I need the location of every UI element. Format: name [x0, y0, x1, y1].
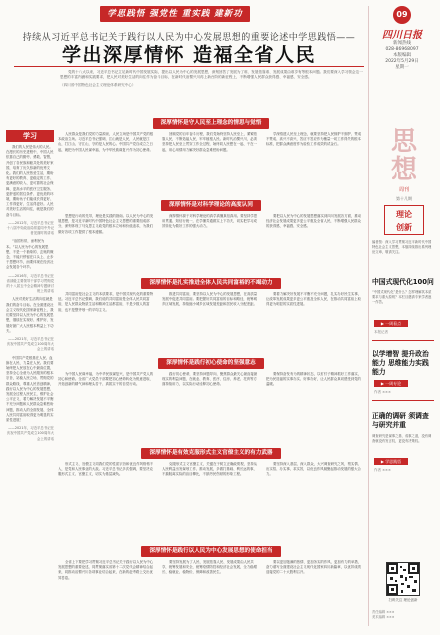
intro-text: 党的十八大以来，习近平总书记立足新时代中国发展实际，提出以人民为中心的发展思想，深刻回答了发展为了谁、发展依靠谁、发展成果由谁享有等根本问题。我们要深入学习领会这一思想的丰富内涵和实践要求，把人民对美好生活的向往作为奋斗目标，在新时代治蜀兴川再上新台阶的新征程上，不断增强人民群众获得感、幸福感、安全感。: [60, 70, 363, 80]
article-author: 本报记者: [374, 330, 388, 334]
section-paragraph: 形式主义、官僚主义同我们党的性质宗旨和优良作风格格不入，是党和人民事业的大敌。习近平总书记多次强调，要坚决克服形式主义、官僚主义，切实为基层减负。: [58, 462, 154, 477]
section-body: [58, 132, 364, 198]
section-paragraph: 人民群众是我们党的力量源泉，人民立场是中国共产党的根本政治立场。习近平总书记强调，江山就是人民，人民就是江山，打江山、守江山，守的是人民的心。中国共产党自成立之日起，就把为中国人民谋幸福、为中华民族谋复兴作为初心使命。: [58, 132, 154, 152]
qr-code-icon[interactable]: [386, 562, 420, 596]
section-body: [58, 292, 364, 358]
masthead-meta: 新闻热线: [393, 41, 411, 46]
weekly-title-char: 想: [390, 155, 417, 185]
masthead-meta: 星期一: [395, 65, 409, 70]
section-paragraph: 推进共同富裕，要坚持以人民为中心的发展思想，在高质量发展中促进共同富裕。要把握好共同富裕的目标和路径，统筹城乡区域发展，持续缩小城乡区域发展差距和居民收入分配差距。: [162, 292, 258, 307]
intro-source: （四川省中国特色社会主义理论体系研究中心）: [60, 82, 136, 87]
section-paragraph: 要坚持发展为了人民、发展依靠人民、发展成果由人民共享，统筹发展和安全，统筹疫情防控和经济社会发展，全力稳增长、稳就业、稳物价，保障和改善民生。: [162, 560, 257, 575]
section-paragraph: 践行初心使命，要坚持问题导向，聚焦群众最关心最直接最现实的利益问题，在就业、教育、医疗、住房、养老、托育等方面持续用力，以实际行动诠释初心使命。: [162, 372, 258, 387]
sidebar-paragraph: 人民对美好生活的向往就是我们的奋斗目标。在全面建设社会主义现代化国家新征程上，我们要坚持以人民为中心的发展思想，继续在实现好、维护好、发展好最广大人民根本利益上下功夫。: [6, 297, 54, 333]
theory-innovation-logo: [384, 205, 424, 235]
section-paragraph: 要把以人民为中心的发展思想落实到四川发展各方面，推动经济社会发展成果更多更公平惠及全省人民，不断增强人民群众的获得感、幸福感、安全感。: [266, 214, 362, 229]
section-paragraph: 要以更加饱满的热情、更加务实的作风、更加有力的举措，奋力谱写全面建设社会主义现代化国家四川新篇章，以优异成绩迎接党的二十大胜利召开。: [266, 560, 362, 575]
section-body: [58, 462, 364, 544]
masthead-meta: 2022年5月29日: [385, 59, 419, 64]
weekly-title: [380, 128, 428, 193]
volume-label: 第十几期: [396, 196, 412, 201]
masthead-meta: 本版编辑: [393, 53, 411, 58]
page-number-badge: 09: [393, 6, 411, 24]
section-title: 深厚情怀是对科学理论的高度认同: [58, 200, 364, 211]
sidebar-source: ——2021年，习近平总书记在庆祝中国共产党成立100周年大会上的讲话: [6, 426, 54, 441]
column-divider: [368, 6, 369, 626]
article-title[interactable]: 以学增智 提升政治能力 思维能力实践能力: [372, 350, 429, 376]
weekly-title-char: 思: [390, 127, 417, 157]
divider: [372, 340, 434, 341]
main-article: [58, 108, 364, 628]
qr-code-graphic: [387, 563, 419, 595]
sidebar-tag: 学习: [6, 130, 54, 142]
section-title: 深厚情怀是扎实推进全体人民共同富裕的不竭动力: [58, 278, 364, 289]
section-paragraph: 学深悟透人民至上理念，就要坚持把人民拥护不拥护、赞成不赞成、高兴不高兴、答应不答应作为衡量一切工作得失的根本标准，把群众满意度作为检验工作成效的试金石。: [266, 132, 362, 147]
editor-line: 美术编辑 ×××: [372, 615, 395, 619]
section-paragraph: 要保持奋发有为的精神状态，以钉钉子精神抓好工作落实，把为民造福的实事办实、好事办好，让人民群众真切感受到党的温暖。: [266, 372, 362, 387]
sidebar-paragraph: “治国有常，而利民为本。”以人民为中心的发展思想，不是一个抽象的、玄奥的概念，不能只停留在口头上、止步于思想环节，而要体现在经济社会发展各个环节。: [6, 239, 54, 270]
section-title: 深厚情怀是有效克服形式主义官僚主义的有力武器: [58, 448, 364, 459]
article-summary: “中国式现代化”是什么？怎样理解其本质要求与重大原则？本栏目邀请专家学者逐一作答。: [372, 290, 432, 304]
section-paragraph: 全省上下要把学习贯彻习近平总书记关于践行以人民为中心发展思想的重要论述，同贯彻落实省第十二次党代会精神结合起来，同推动治蜀兴川各项事业结合起来，在新的赶考路上交出优异答卷。: [58, 560, 154, 580]
section-paragraph: 要着力解决好发展不平衡不充分问题，扎实办好民生实事，让改革发展成果更多更公平惠及全体人民，在推动共同富裕上取得更为明显的实质性进展。: [266, 292, 362, 307]
article-title[interactable]: 正确的调研 须调查与研究并重: [372, 412, 429, 429]
intro-block: [60, 70, 363, 104]
article-summary: 调查研究是谋事之基、成事之道，没有调查就没有发言权，更没有决策权。: [372, 434, 432, 443]
section-title: 深厚情怀是守人民至上理念的情思与觉悟: [58, 118, 364, 129]
section-body: [58, 372, 364, 446]
section-title: 深厚情怀是践行初心使命的坚强意志: [58, 358, 364, 369]
editor-note: 编者按：深入学习贯彻习近平新时代中国特色社会主义思想，本版持续推出系列理论文章，敬请关注。: [372, 240, 432, 254]
masthead-meta: 028-86968097: [385, 47, 419, 52]
divider: [372, 400, 434, 401]
sidebar-source: ——2016年，习近平总书记在省部级主要领导干部学习贯彻党的十八届五中全会精神专题研讨班上的讲话: [6, 273, 54, 294]
sidebar-source: ——2012年，习近平总书记在十八届中央政治局常委同中外记者见面时的讲话: [6, 220, 54, 236]
article-title[interactable]: 中国式现代化100问: [372, 278, 434, 286]
page-headline: 学出深厚情怀 造福全省人民: [61, 44, 317, 66]
paper-logo: 四川日报: [382, 30, 422, 41]
headline-kicker: 持续从习近平总书记关于践行以人民为中心发展思想的重要论述中学思践悟——: [22, 33, 356, 43]
headline-rule: [14, 66, 364, 67]
sidebar-paragraph: 中国共产党根基在人民、血脉在人民、力量在人民。我们要始终把人民放在心中最高位置，坚持全心全意为人民服务的根本宗旨，站稳人民立场，贯彻党的群众路线，尊重人民首创精神，践行以人民为中心的发展思想，发展全过程人民民主，维护社会公平正义，着力解决发展不平衡不充分问题和人民群众急难愁盼问题，推动人的全面发展、全体人民共同富裕取得更为明显的实质性进展！: [6, 355, 54, 422]
editor-line: 责任编辑 ×××: [372, 610, 395, 614]
section-paragraph: 思想是行动的先导，理论是实践的指南。以人民为中心的发展思想，是习近平新时代中国特色社会主义思想的重要组成部分，深刻体现了马克思主义政党的根本立场和价值追求，为我们做好各项工作提供了根本遵循。: [58, 214, 154, 234]
sidebar-paragraph: 我们的人民是伟大的人民。在漫长的历史进程中，中国人民依靠自己的勤劳、勇敢、智慧，开创了各民族和睦共处的美好家园，培育了历久弥新的优秀文化。我们的人民热爱生活，期盼有更好的教育、更稳定的工作、更满意的收入、更可靠的社会保障、更高水平的医疗卫生服务、更舒适的居住条件、更优美的环境，期盼孩子们能成长得更好、工作得更好、生活得更好。人民对美好生活的向往，就是我们的奋斗目标。: [6, 145, 54, 217]
article-tag: ▶ 学思践悟: [374, 458, 408, 465]
editors-credit: [372, 610, 434, 620]
article-author: 作者 ×××: [374, 390, 391, 394]
section-title: 深厚情怀是践行以人民为中心发展思想的使命担当: [58, 546, 364, 557]
article-author: 作者 ×××: [374, 468, 391, 472]
logo-line: 理论: [396, 210, 412, 219]
section-paragraph: 克服形式主义官僚主义，关键在于树立正确政绩观，坚持从人民利益出发谋划工作、推动发展，多做打基础、利长远的事，不搞脱离实际的盲目攀比，不搞劳民伤财的形象工程。: [162, 462, 258, 477]
section-paragraph: 深厚情怀源于对科学理论的真学真懂真信真用。要坚持学思用贯通、知信行统一，在学懂弄通做实上下功夫，切实把学习成效转化为做好工作的强大动力。: [162, 214, 258, 229]
logo-line: 创新: [396, 223, 412, 232]
sidebar-source: ——2021年，习近平总书记在庆祝中国共产党成立100周年大会上的讲话: [6, 336, 54, 352]
qr-caption: 扫码关注 理论创新: [388, 598, 418, 602]
section-body: [58, 214, 364, 276]
section-paragraph: 回顾党的百年奋斗历程，我们党始终坚持人民至上，紧紧依靠人民，不断造福人民，牢牢植根人民。新时代治蜀兴川，必须坚持把人民至上贯穿工作全过程，始终同人民想在一起、干在一起，用心用情用力解决好群众急难愁盼问题。: [162, 132, 258, 152]
section-paragraph: 共同富裕是社会主义的本质要求，是中国式现代化的重要特征。习近平总书记强调，我们说的共同富裕是全体人民共同富裕，是人民群众物质生活和精神生活都富裕，不是少数人的富裕，也不是整齐划一的平均主义。: [58, 292, 154, 312]
weekly-subtitle: 周刊: [398, 187, 409, 193]
section-body: [58, 560, 364, 626]
article-tag: ▶ 一周专论: [374, 380, 408, 387]
section-paragraph: 为中国人民谋幸福，为中华民族谋复兴，是中国共产党人的初心和使命。全省广大党员干部要把初心使命转化为锐意进取、开拓创新的精气神和埋头苦干、真抓实干的自觉行动。: [58, 372, 154, 387]
study-sidebar: [6, 145, 54, 445]
top-banner: 学思践悟 强党性 重实践 建新功: [100, 6, 250, 22]
article-tag: ▶ 一周看点: [374, 320, 408, 327]
section-paragraph: 要坚持深入基层、深入群众，大兴调查研究之风，察实情、出实招、办实事、求实效，以优良作风凝聚起推动发展的强大合力。: [266, 462, 362, 477]
masthead: [372, 6, 432, 71]
